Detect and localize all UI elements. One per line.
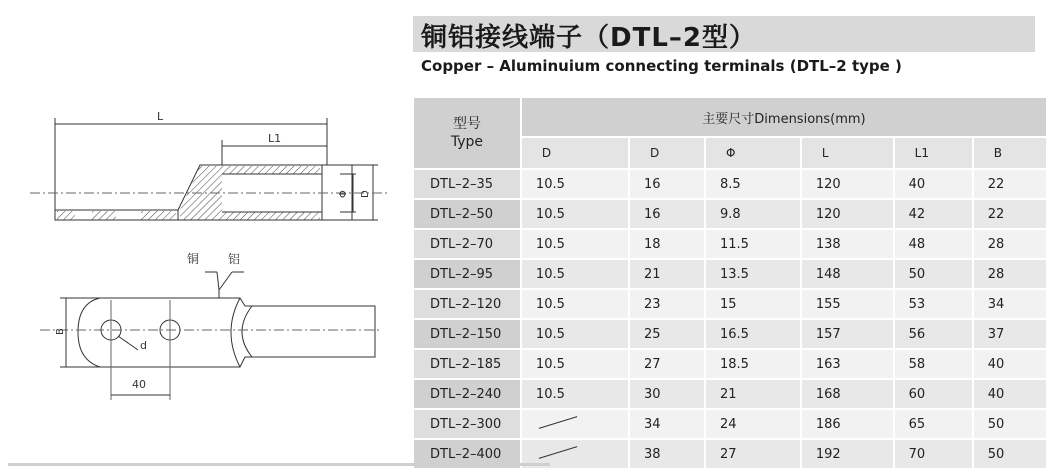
cell-L1: 60 (894, 379, 973, 409)
cell-phi: 8.5 (705, 169, 801, 199)
col-header-L1: L1 (894, 137, 973, 169)
cell-d: 10.5 (521, 169, 629, 199)
table-row (414, 289, 1047, 319)
type-header-cn: 型号 (452, 116, 481, 132)
col-header-B: B (973, 137, 1047, 169)
cell-B: 50 (973, 439, 1047, 469)
cell-L: 163 (801, 349, 894, 379)
cell-L: 120 (801, 199, 894, 229)
type-header (414, 98, 521, 169)
cell-D: 38 (629, 439, 705, 469)
cell-L: 157 (801, 319, 894, 349)
cell-L: 148 (801, 259, 894, 289)
not-applicable-slash (536, 416, 578, 428)
cell-phi: 27 (705, 439, 801, 469)
cell-D: 18 (629, 229, 705, 259)
cell-L1: 58 (894, 349, 973, 379)
dim-label-L1: L1 (268, 132, 282, 145)
cell-type: DTL–2–120 (414, 289, 521, 319)
cell-L1: 40 (894, 169, 973, 199)
col-header-L: L (801, 137, 894, 169)
cell-phi: 15 (705, 289, 801, 319)
cell-phi: 9.8 (705, 199, 801, 229)
cell-phi: 13.5 (705, 259, 801, 289)
cell-D: 34 (629, 409, 705, 439)
cell-B: 28 (973, 259, 1047, 289)
table-header-row (414, 98, 1047, 137)
cell-D: 23 (629, 289, 705, 319)
cell-phi: 16.5 (705, 319, 801, 349)
cell-B: 22 (973, 199, 1047, 229)
cell-D: 16 (629, 199, 705, 229)
cell-L1: 53 (894, 289, 973, 319)
table-row (414, 319, 1047, 349)
table-row (414, 379, 1047, 409)
cell-L1: 48 (894, 229, 973, 259)
cell-type: DTL–2–185 (414, 349, 521, 379)
table-row (414, 259, 1047, 289)
cell-d: 10.5 (521, 349, 629, 379)
cell-phi: 21 (705, 379, 801, 409)
cell-L1: 56 (894, 319, 973, 349)
cell-type: DTL–2–35 (414, 169, 521, 199)
cell-B: 28 (973, 229, 1047, 259)
dimensions-table (414, 98, 1048, 470)
cell-d: 10.5 (521, 259, 629, 289)
table-row (414, 199, 1047, 229)
cell-D: 30 (629, 379, 705, 409)
cell-L: 186 (801, 409, 894, 439)
cell-L: 155 (801, 289, 894, 319)
cell-type: DTL–2–150 (414, 319, 521, 349)
cell-type: DTL–2–300 (414, 409, 521, 439)
cell-d: 10.5 (521, 199, 629, 229)
cell-L1: 65 (894, 409, 973, 439)
dim-label-40: 40 (132, 378, 146, 391)
col-header-phi: Φ (705, 137, 801, 169)
dimensions-header: 主要尺寸Dimensions(mm) (521, 98, 1047, 137)
label-aluminum: 铝 (228, 252, 241, 266)
cell-B: 37 (973, 319, 1047, 349)
not-applicable-slash (536, 446, 578, 458)
page-title: 铜铝接线端子（DTL–2型） (421, 23, 756, 53)
cell-type: DTL–2–50 (414, 199, 521, 229)
cell-d: 10.5 (521, 319, 629, 349)
dim-label-B: B (55, 328, 66, 335)
dim-label-L: L (157, 110, 164, 123)
cell-B: 50 (973, 409, 1047, 439)
label-copper: 铜 (187, 252, 200, 266)
cell-phi: 18.5 (705, 349, 801, 379)
cell-phi: 24 (705, 409, 801, 439)
cell-type: DTL–2–400 (414, 439, 521, 469)
cell-d: 10.5 (521, 379, 629, 409)
cell-B: 34 (973, 289, 1047, 319)
cell-L: 120 (801, 169, 894, 199)
col-header-D: D (629, 137, 705, 169)
table-row (414, 349, 1047, 379)
cell-L1: 42 (894, 199, 973, 229)
dim-label-D: D (360, 190, 371, 198)
cell-L: 168 (801, 379, 894, 409)
cell-type: DTL–2–240 (414, 379, 521, 409)
cell-D: 25 (629, 319, 705, 349)
cell-d: 10.5 (521, 289, 629, 319)
cell-d: 10.5 (521, 229, 629, 259)
terminal-drawing (0, 0, 400, 468)
cell-type: DTL–2–70 (414, 229, 521, 259)
cell-B: 40 (973, 379, 1047, 409)
dim-label-phi: Φ (338, 190, 349, 198)
table-body (414, 169, 1047, 469)
cell-type: DTL–2–95 (414, 259, 521, 289)
cell-D: 16 (629, 169, 705, 199)
col-header-D-small: D (521, 137, 629, 169)
page-subtitle: Copper – Aluminuium connecting terminals (DTL–2 type ) (421, 57, 902, 75)
cell-L1: 50 (894, 259, 973, 289)
cell-phi: 11.5 (705, 229, 801, 259)
side-view (30, 118, 390, 220)
dim-label-d: d (140, 339, 147, 352)
cell-L: 192 (801, 439, 894, 469)
top-view (40, 272, 380, 400)
table-row (414, 409, 1047, 439)
cell-d-not-applicable (521, 409, 629, 439)
cell-B: 40 (973, 349, 1047, 379)
type-header-en: Type (450, 134, 484, 150)
table-row (414, 229, 1047, 259)
table-row (414, 169, 1047, 199)
bottom-divider (8, 463, 550, 466)
cell-B: 22 (973, 169, 1047, 199)
cell-L: 138 (801, 229, 894, 259)
cell-D: 27 (629, 349, 705, 379)
cell-L1: 70 (894, 439, 973, 469)
cell-D: 21 (629, 259, 705, 289)
